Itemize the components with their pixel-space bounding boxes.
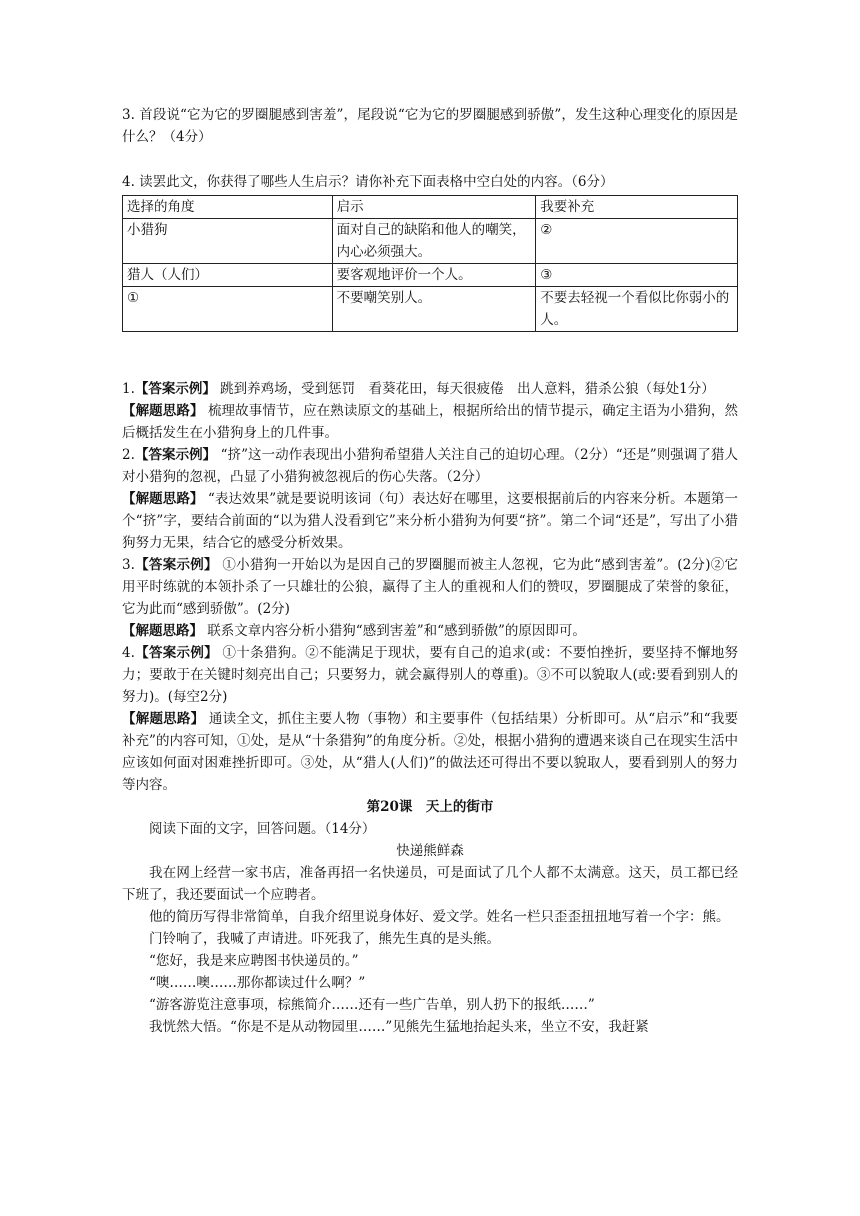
answer-label: 【答案示例】 <box>134 381 216 397</box>
table-row <box>123 287 738 332</box>
answer-number: 4. <box>122 645 135 661</box>
answer-label: 【答案示例】 <box>134 645 218 661</box>
story-paragraph: 我在网上经营一家书店，准备再招一名快递员，可是面试了几个人都不太满意。这天，员工都已经下班了，我还要面试一个应聘者。 <box>122 865 738 903</box>
table-cell: 不要嘲笑别人。 <box>332 287 536 332</box>
table-row <box>123 264 738 287</box>
answer-text: “挤”这一动作表现出小猎狗希望猎人关注自己的迫切心理。（2分）“还是”则强调了猎人对小猎狗的忽视，凸显了小猎狗被忽视后的伤心失落。（2分） <box>122 447 739 485</box>
question-3: 3. 首段说“它为它的罗圈腿感到害羞”，尾段说“它为它的罗圈腿感到骄傲”，发生这种心理变化的原因是什么？（4分） <box>122 107 738 145</box>
answer-paragraph <box>122 620 738 642</box>
answer-label: 【解题思路】 <box>122 711 205 727</box>
answer-section <box>122 378 738 1038</box>
answer-paragraph <box>122 488 738 554</box>
story-paragraph: 他的简历写得非常简单，自我介绍里说身体好、爱文学。姓名一栏只歪歪扭扭地写着一个字：熊。 <box>149 909 730 925</box>
story-paragraph: 我恍然大悟。“你是不是从动物园里……”见熊先生猛地抬起头来，坐立不安，我赶紧 <box>149 1019 649 1035</box>
answer-number: 1. <box>122 381 135 397</box>
answer-paragraph <box>122 708 738 796</box>
answer-text: ①十条猎狗。②不能满足于现状，要有自己的追求(或：不要怕挫折，要坚持不懈地努力；要敢于在关键时刻亮出自己；只要努力，就会赢得别人的尊重)。③不可以貌取人(或:要看到别人的努力)。(每空2分) <box>122 645 738 705</box>
table-cell: 不要去轻视一个看似比你弱小的人。 <box>536 287 738 332</box>
table-header-row <box>123 196 738 219</box>
answer-text: 梳理故事情节，应在熟读原文的基础上，根据所给出的情节提示，确定主语为小猎狗，然后概括发生在小猎狗身上的几件事。 <box>122 403 738 441</box>
table-header: 启示 <box>332 196 536 219</box>
question-4: 4. 读罢此文，你获得了哪些人生启示？请你补充下面表格中空白处的内容。（6分） <box>122 174 614 190</box>
answer-text: 跳到养鸡场，受到惩罚 看葵花田，每天很疲倦 出人意料，猎杀公狼（每处1分） <box>215 381 715 397</box>
answer-text: “表达效果”就是要说明该词（句）表达好在哪里，这要根据前后的内容来分析。本题第一个“挤”字，要结合前面的“以为猎人没看到它”来分析小猎狗为何要“挤”。第二个词“还是”，写出了小猎狗努力无果，结合它的感受分析效果。 <box>122 491 739 551</box>
table-header: 我要补充 <box>536 196 738 219</box>
table-cell: 猎人（人们） <box>123 264 333 287</box>
answer-paragraph <box>122 642 738 708</box>
answer-text: ①小猎狗一开始以为是因自己的罗圈腿而被主人忽视，它为此“感到害羞”。(2分)②它用平时练就的本领扑杀了一只雄壮的公狼，赢得了主人的重视和人们的赞叹，罗圈腿成了荣誉的象征，它为此而“感到骄傲”。(2分) <box>122 557 739 617</box>
answer-label: 【答案示例】 <box>134 557 218 573</box>
story-paragraph: “您好，我是来应聘图书快递员的。” <box>149 953 359 969</box>
table-cell: 面对自己的缺陷和他人的嘲笑，内心必须强大。 <box>332 219 536 264</box>
answer-paragraph <box>122 400 738 444</box>
table-row <box>123 219 738 264</box>
answer-number: 3. <box>122 557 135 573</box>
story-paragraph: “游客游览注意事项，棕熊简介……还有一些广告单，别人扔下的报纸……” <box>149 997 595 1013</box>
reading-instruction: 阅读下面的文字，回答问题。（14分） <box>149 821 376 837</box>
story-title: 快递熊鲜森 <box>396 843 464 859</box>
story-paragraph: 门铃响了，我喊了声请进。吓死我了，熊先生真的是头熊。 <box>149 931 500 947</box>
answer-paragraph <box>122 554 738 620</box>
table-cell: ① <box>123 287 333 332</box>
answer-text: 联系文章内容分析小猎狗“感到害羞”和“感到骄傲”的原因即可。 <box>203 623 586 639</box>
table-cell: ③ <box>536 264 738 287</box>
answer-table <box>122 195 738 332</box>
story-paragraph: “噢……噢……那你都读过什么啊？” <box>149 975 366 991</box>
table-header: 选择的角度 <box>123 196 333 219</box>
table-cell: 小猎狗 <box>123 219 333 264</box>
table-cell: ② <box>536 219 738 264</box>
answer-paragraph <box>122 444 738 488</box>
answer-label: 【答案示例】 <box>134 447 217 463</box>
answer-paragraph <box>122 378 738 400</box>
answer-label: 【解题思路】 <box>122 623 203 639</box>
table-cell: 要客观地评价一个人。 <box>332 264 536 287</box>
answer-label: 【解题思路】 <box>122 403 204 419</box>
answer-text: 通读全文，抓住主要人物（事物）和主要事件（包括结果）分析即可。从“启示”和“我要补充”的内容可知，①处，是从“十条猎狗”的角度分析。②处，根据小猎狗的遭遇来谈自己在现实生活中应该如何面对困难挫折即可。③处，从“猎人(人们)”的做法还可得出不要以貌取人，要看到别人的努力等内容。 <box>122 711 739 793</box>
answer-number: 2. <box>122 447 135 463</box>
answer-label: 【解题思路】 <box>122 491 204 507</box>
lesson-title: 第20课 天上的街市 <box>366 799 494 815</box>
